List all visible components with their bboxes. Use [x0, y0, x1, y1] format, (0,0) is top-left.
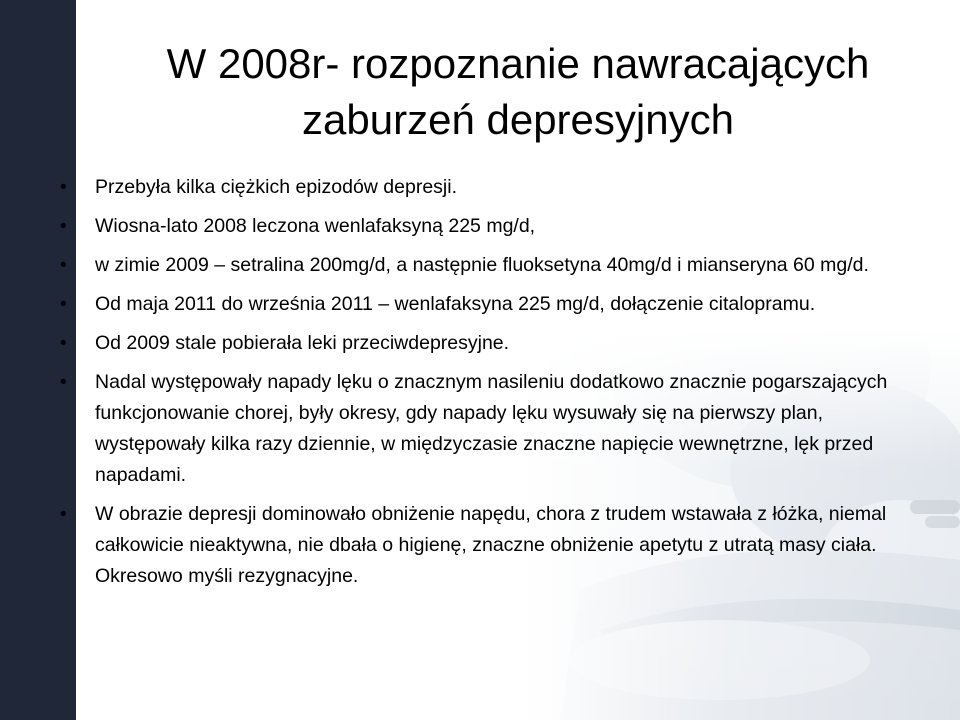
bullet-point-icon: •	[60, 177, 67, 198]
bullet-text: w zimie 2009 – setralina 200mg/d, a następnie fluoksetyna 40mg/d i mianseryna 60 mg/d.	[95, 254, 869, 276]
bullet-text: Od 2009 stale pobierała leki przeciwdepresyjne.	[95, 332, 510, 354]
slide-title-line-1: W 2008r- rozpoznanie nawracających	[166, 40, 870, 87]
bullet-point-icon: •	[60, 216, 67, 237]
bullet-item	[60, 211, 920, 242]
bullet-text: Przebyła kilka ciężkich epizodów depresji.	[95, 176, 457, 198]
bullet-item	[60, 499, 920, 592]
bullet-list	[60, 172, 920, 600]
bullet-point-icon: •	[60, 333, 67, 354]
bullet-item	[60, 367, 920, 491]
bullet-text: Nadal występowały napady lęku o znacznym nasileniu dodatkowo znacznie pogarszających funkcjonowanie chorej, były okresy, gdy napady lęku wysuwały się na pierwszy plan, występowały kilka razy dziennie, w międzyczasie znaczne napięcie wewnętrzne, lęk przed napadami.	[95, 371, 888, 486]
bullet-item	[60, 289, 920, 320]
bullet-text: Wiosna-lato 2008 leczona wenlafaksyną 225 mg/d,	[95, 215, 536, 237]
bullet-point-icon: •	[60, 372, 67, 393]
bullet-text: W obrazie depresji dominowało obniżenie napędu, chora z trudem wstawała z łóżka, niemal całkowicie nieaktywna, nie dbała o higienę, znaczne obniżenie apetytu z utratą masy ciała. Okresowo myśli rezygnacyjne.	[95, 503, 887, 587]
bullet-point-icon: •	[60, 504, 67, 525]
slide-title-line-2: zaburzeń depresyjnych	[302, 96, 734, 143]
bullet-point-icon: •	[60, 294, 67, 315]
slide-title	[76, 36, 960, 148]
bullet-point-icon: •	[60, 255, 67, 276]
bullet-item	[60, 172, 920, 203]
bullet-item	[60, 250, 920, 281]
bullet-item	[60, 328, 920, 359]
bullet-text: Od maja 2011 do września 2011 – wenlafaksyna 225 mg/d, dołączenie citalopramu.	[95, 293, 816, 315]
